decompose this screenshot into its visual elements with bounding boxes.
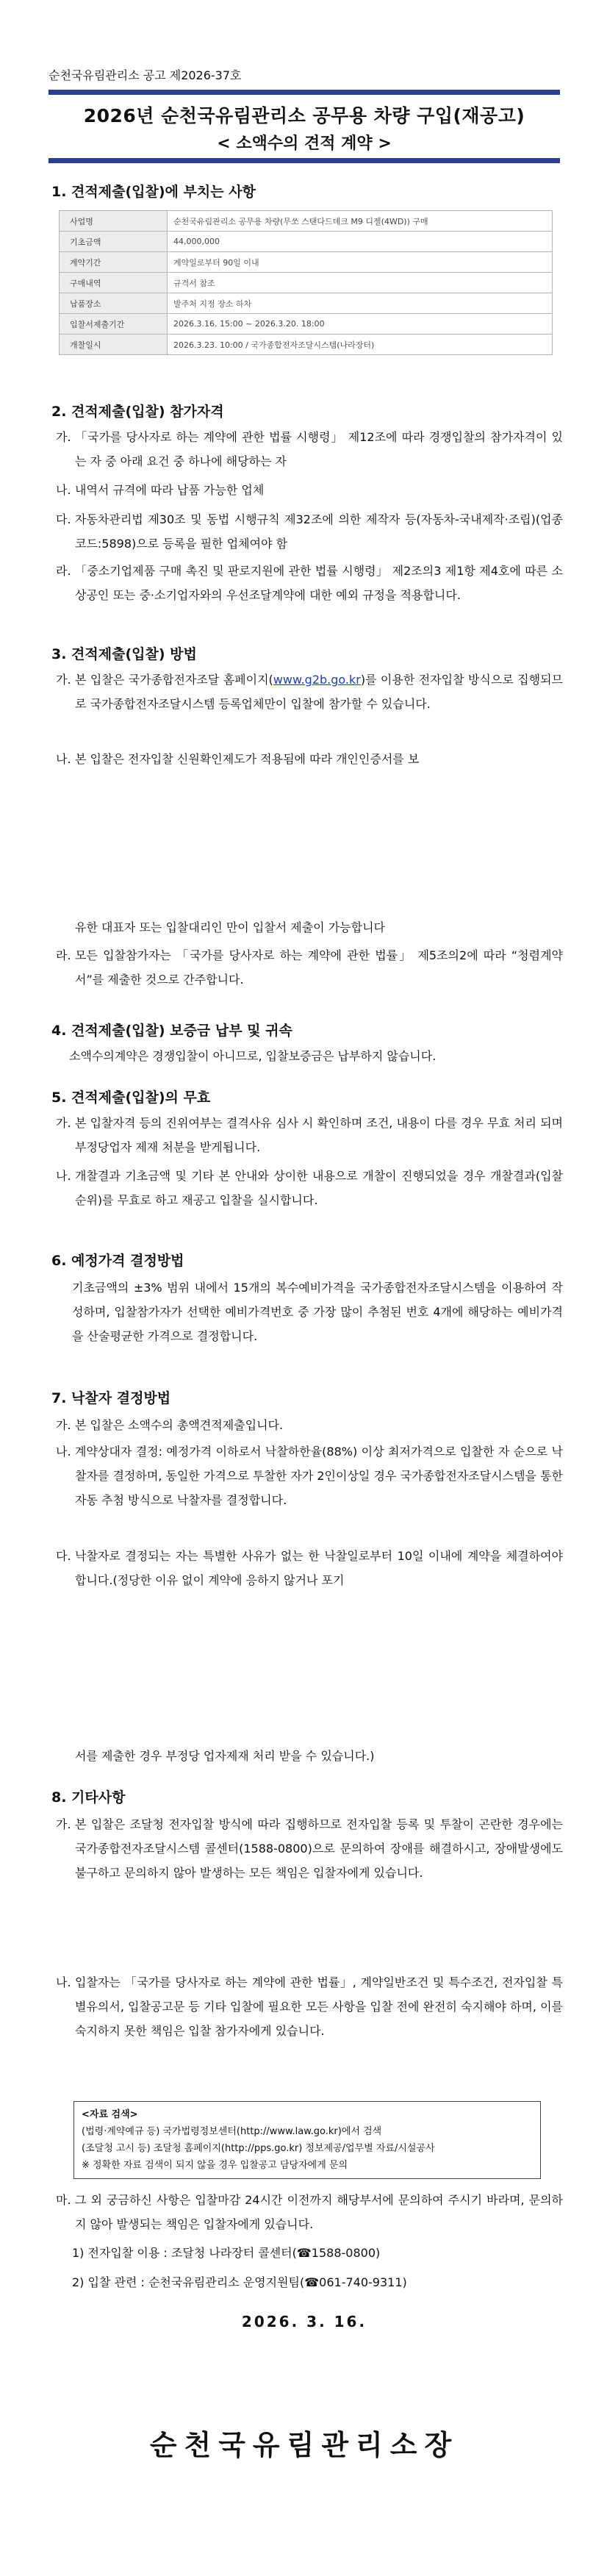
- bid-info-table: [59, 210, 553, 355]
- section-title-3: 3. 견적제출(입찰) 방법: [51, 646, 197, 662]
- table-label: 계약기간: [60, 252, 168, 273]
- section-6-text: 기초금액의 ±3% 범위 내에서 15개의 복수예비가격을 국가종합전자조달시스템을 이용하여 작성하며, 입찰참가자가 선택한 예비가격번호 중 가장 많이 추첨된 번호 4개에 해당하는 예비가격을 산술평균한 가격으로 결정합니다.: [72, 1281, 563, 1343]
- table-label: 기초금액: [60, 232, 168, 252]
- document-subtitle: < 소액수의 견적 계약 >: [217, 135, 392, 153]
- reference-line: (법령·계약예규 등) 국가법령정보센터(http://www.law.go.kr)에서 검색: [82, 2126, 382, 2137]
- reference-line: ※ 정확한 자료 검색이 되지 않을 경우 입찰공고 담당자에게 문의: [82, 2160, 348, 2171]
- g2b-link[interactable]: www.g2b.go.kr: [273, 673, 361, 687]
- title-rule-top: [49, 90, 560, 95]
- title-rule-bottom: [49, 158, 560, 163]
- list-item: 라. 「중소기업제품 구매 촉진 및 판로지원에 관한 법률 시행령」 제2조의3 제1항 제4호에 따른 소상공인 또는 중·소기업자와의 우선조달계약에 대한 예외 규정을 적용합니다.: [56, 564, 563, 602]
- table-value: 순천국유림관리소 공무용 차량(무쏘 스탠다드데크 M9 디젤(4WD)) 구매: [168, 211, 553, 232]
- table-label: 구매내역: [60, 273, 168, 293]
- reference-search-box: [73, 2101, 541, 2179]
- list-item-continuation: 유한 대표자 또는 입찰대리인 만이 입찰서 제출이 가능합니다: [75, 920, 386, 934]
- list-item: 나. 계약상대자 결정: 예정가격 이하로서 낙찰하한율(88%) 이상 최저가격으로 입찰한 자 순으로 낙찰자를 결정하며, 동일한 가격으로 투찰한 자가 2인이상일 경우 국가종합전자조달시스템을 통한 자동 추첨 방식으로 낙찰자를 결정합니다.: [56, 1445, 563, 1507]
- table-label: 납품장소: [60, 293, 168, 314]
- list-item: 나. 입찰자는 「국가를 당사자로 하는 계약에 관한 법률」, 계약일반조건 및 특수조건, 전자입찰 특별유의서, 입찰공고문 등 기타 입찰에 필요한 모든 사항을 입찰 전에 완전히 숙지해야 하며, 이를 숙지하지 못한 책임은 입찰 참가자에게 있습니다.: [56, 1975, 563, 2038]
- table-value: 발주처 지정 장소 하차: [168, 293, 553, 314]
- table-row: [60, 293, 553, 314]
- document-title: 2026년 순천국유림관리소 공무용 차량 구입(재공고): [83, 105, 525, 126]
- table-row: [60, 314, 553, 334]
- list-item: 다. 낙찰자로 결정되는 자는 특별한 사유가 없는 한 낙찰일로부터 10일 이내에 계약을 체결하여야 합니다.(정당한 이유 없이 계약에 응하지 않거나 포기: [56, 1549, 563, 1587]
- list-item: 가. 「국가를 당사자로 하는 계약에 관한 법률 시행령」 제12조에 따라 경쟁입찰의 참가자격이 있는 자 중 아래 요건 중 하나에 해당하는 자: [56, 430, 563, 468]
- section-title-8: 8. 기타사항: [51, 1789, 126, 1806]
- list-item: 나. 본 입찰은 전자입찰 신원확인제도가 적용됨에 따라 개인인증서를 보: [56, 752, 420, 766]
- section-title-4: 4. 견적제출(입찰) 보증금 납부 및 귀속: [51, 1023, 292, 1039]
- list-item: 마. 그 외 궁금하신 사항은 입찰마감 24시간 이전까지 해당부서에 문의하여 주시기 바라며, 문의하지 않아 발생되는 책임은 입찰자에게 있습니다.: [56, 2193, 563, 2231]
- notice-number: 순천국유림관리소 공고 제2026-37호: [49, 68, 242, 82]
- section-4-text: 소액수의계약은 경쟁입찰이 아니므로, 입찰보증금은 납부하지 않습니다.: [69, 1049, 437, 1063]
- section-title-1: 1. 견적제출(입찰)에 부치는 사항: [51, 184, 256, 200]
- table-label: 사업명: [60, 211, 168, 232]
- section-title-5: 5. 견적제출(입찰)의 무효: [51, 1090, 211, 1106]
- section-title-2: 2. 견적제출(입찰) 참가자격: [51, 404, 224, 420]
- list-item: 라. 모든 입찰참가자는 「국가를 당사자로 하는 계약에 관한 법률」 제5조의2에 따라 “청렴계약서”를 제출한 것으로 간주합니다.: [56, 948, 563, 987]
- list-item: 가. 본 입찰은 소액수의 총액견적제출입니다.: [56, 1418, 284, 1432]
- section-title-6: 6. 예정가격 결정방법: [51, 1253, 184, 1269]
- list-item: 가. 본 입찰은 국가종합전자조달 홈페이지(www.g2b.go.kr)를 이용한 전자입찰 방식으로 집행되므로 국가종합전자조달시스템 등록업체만이 입찰에 참가할 수 있습니다.: [56, 673, 564, 711]
- list-item-continuation: 서를 제출한 경우 부정당 업자제재 처리 받을 수 있습니다.): [75, 1749, 375, 1763]
- table-row: [60, 334, 553, 355]
- table-value: 2026.3.23. 10:00 / 국가종합전자조달시스템(나라장터): [168, 334, 553, 355]
- contact-line: 2) 입찰 관련 : 순천국유림관리소 운영지원팀(☎061-740-9311): [72, 2275, 407, 2289]
- table-row: [60, 211, 553, 232]
- table-row: [60, 232, 553, 252]
- section-title-7: 7. 낙찰자 결정방법: [51, 1390, 171, 1406]
- table-value: 계약일로부터 90일 이내: [168, 252, 553, 273]
- reference-box-title: <자료 검색>: [82, 2109, 138, 2120]
- table-value: 44,000,000: [168, 232, 553, 252]
- organization-signature: 순천국유림관리소장: [149, 2429, 459, 2461]
- contact-line: 1) 전자입찰 이용 : 조달청 나라장터 콜센터(☎1588-0800): [72, 2246, 381, 2260]
- list-item: 다. 자동차관리법 제30조 및 동법 시행규칙 제32조에 의한 제작자 등(자동차-국내제작·조립)(업종코드:5898)으로 등록을 필한 업체여야 함: [56, 512, 563, 551]
- table-label: 개찰일시: [60, 334, 168, 355]
- reference-line: (조달청 고시 등) 조달청 홈페이지(http://pps.go.kr) 정보제공/업무별 자료/시설공사: [82, 2143, 435, 2154]
- table-value: 2026.3.16. 15:00 ~ 2026.3.20. 18:00: [168, 314, 553, 334]
- list-item: 가. 본 입찰은 조달청 전자입찰 방식에 따라 집행하므로 전자입찰 등록 및 투찰이 곤란한 경우에는 국가종합전자조달시스템 콜센터(1588-0800)으로 문의하여 장애를 해결하시고, 장애발생에도 불구하고 문의하지 않아 발생하는 모든 책임은 입찰자에게 있습니다.: [56, 1817, 563, 1880]
- table-row: [60, 252, 553, 273]
- table-label: 입찰서제출기간: [60, 314, 168, 334]
- notice-date: 2026. 3. 16.: [241, 2313, 367, 2330]
- list-item: 가. 본 입찰자격 등의 진위여부는 결격사유 심사 시 확인하며 조건, 내용이 다를 경우 무효 처리 되며 부정당업자 제재 처분을 받게됩니다.: [56, 1116, 563, 1154]
- table-row: [60, 273, 553, 293]
- table-value: 규격서 참조: [168, 273, 553, 293]
- list-item: 나. 내역서 규격에 따라 납품 가능한 업체: [56, 483, 265, 497]
- list-item: 나. 개찰결과 기초금액 및 기타 본 안내와 상이한 내용으로 개찰이 진행되었을 경우 개찰결과(입찰순위)를 무효로 하고 재공고 입찰을 실시합니다.: [56, 1169, 563, 1207]
